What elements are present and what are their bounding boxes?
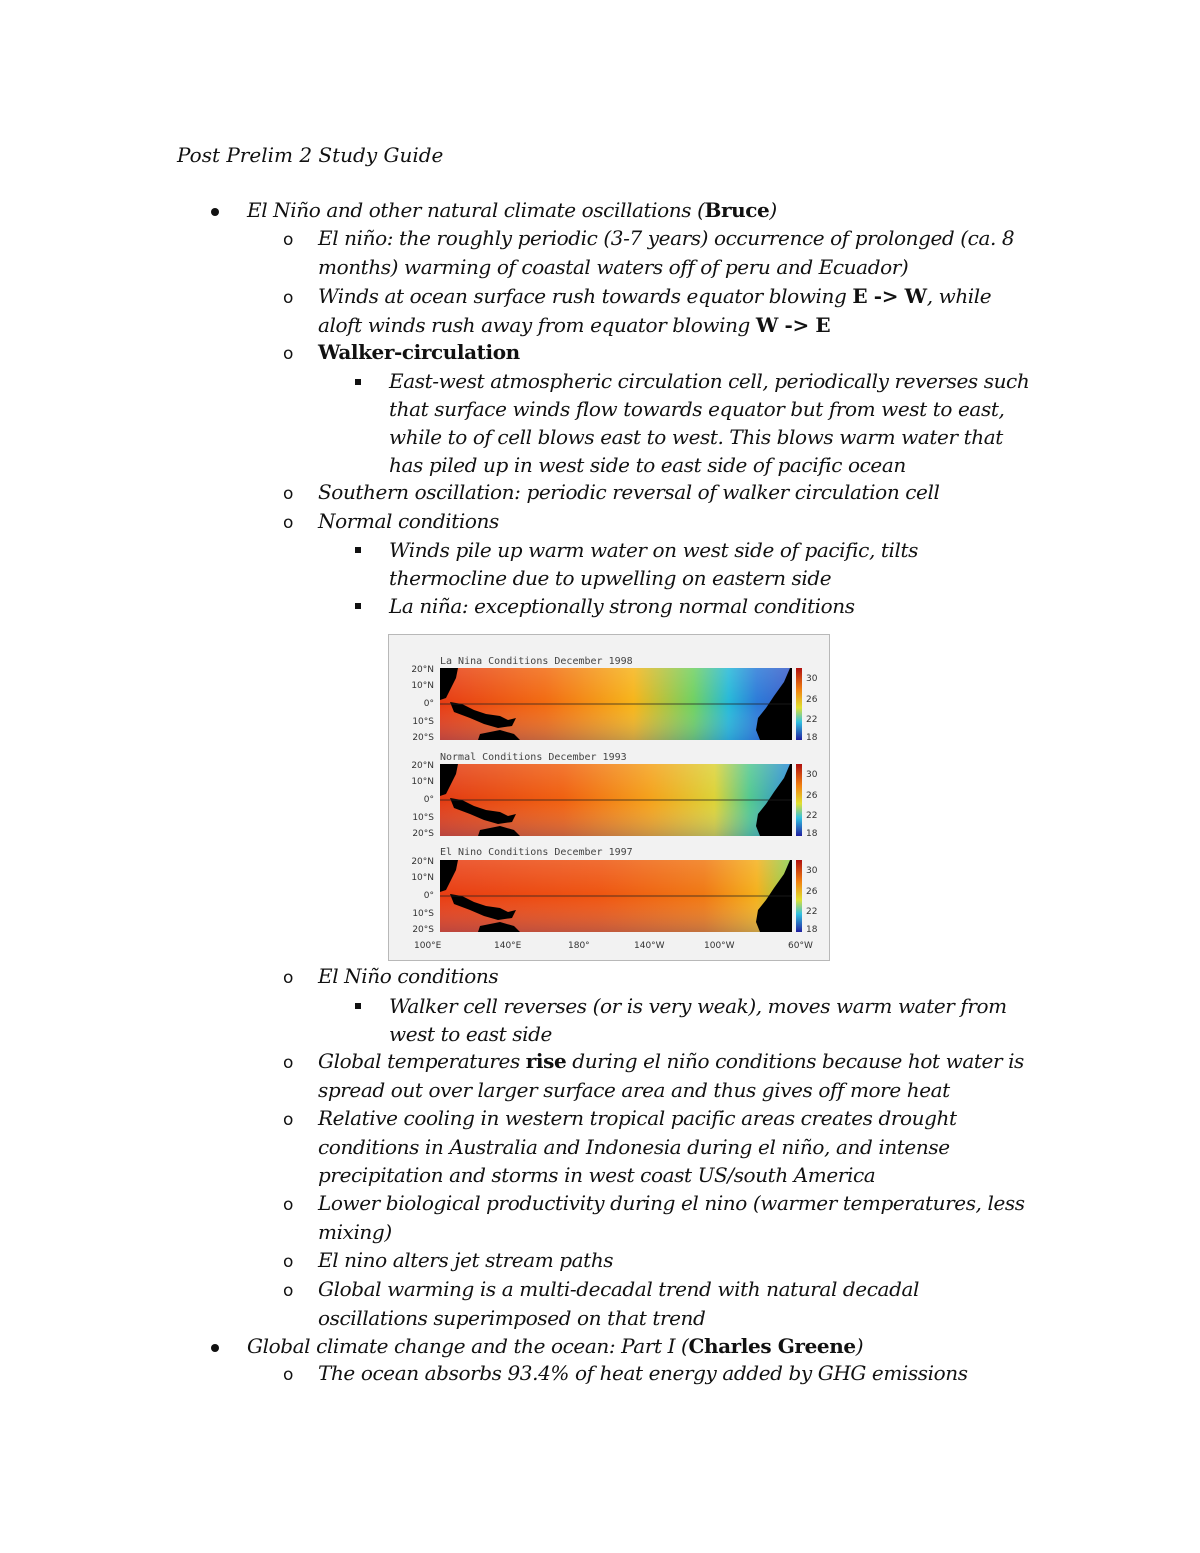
subitem-walker-3: while to of cell blows east to west. This blows warm water that <box>389 425 1003 449</box>
subitem-normal-2: thermocline due to upwelling on eastern side <box>389 566 832 590</box>
colorbar-label: 22 <box>806 811 818 821</box>
item-el-nino-definition-1: El niño: the roughly periodic (3-7 years) occurrence of prolonged (ca. 8 <box>318 226 1015 250</box>
sub-bullet-o: o <box>283 1053 294 1073</box>
item-global-temperatures-1: Global temperatures rise during el niño conditions because hot water is <box>318 1049 1024 1073</box>
item-global-temperatures-2: spread out over larger surface area and thus gives off more heat <box>318 1078 950 1102</box>
subitem-walker-2: that surface winds flow towards equator but from west to east, <box>389 397 1005 421</box>
sub-bullet-o: o <box>283 1365 294 1385</box>
lat-label: 0° <box>423 699 434 709</box>
colorbar <box>796 860 802 932</box>
lon-label: 100°E <box>414 941 442 951</box>
lat-label: 10°N <box>411 681 434 691</box>
lat-label: 20°S <box>412 733 434 743</box>
section-heading-el-nino: El Niño and other natural climate oscillations (Bruce) <box>247 198 777 222</box>
sub-bullet-o: o <box>283 1195 294 1215</box>
lat-label: 10°N <box>411 873 434 883</box>
lon-label: 140°E <box>494 941 522 951</box>
sub-bullet-o: o <box>283 1281 294 1301</box>
lat-label: 0° <box>423 795 434 805</box>
lat-label: 0° <box>423 891 434 901</box>
colorbar-label: 18 <box>806 829 818 839</box>
lon-label: 180° <box>568 941 590 951</box>
lat-label: 10°S <box>412 909 434 919</box>
sub-bullet-square <box>355 603 361 609</box>
item-ocean-absorbs: The ocean absorbs 93.4% of heat energy added by GHG emissions <box>318 1361 968 1385</box>
colorbar-label: 18 <box>806 733 818 743</box>
colorbar-label: 26 <box>806 887 818 897</box>
sub-bullet-o: o <box>283 1110 294 1130</box>
lat-label: 20°N <box>411 665 434 675</box>
item-relative-cooling-3: precipitation and storms in west coast US/south America <box>318 1163 876 1187</box>
sub-bullet-o: o <box>283 1252 294 1272</box>
colorbar-label: 30 <box>806 674 818 684</box>
item-jet-stream: El nino alters jet stream paths <box>318 1248 614 1272</box>
sst-conditions-figure <box>388 634 830 961</box>
panel-title-la-nina: La Nina Conditions December 1998 <box>440 656 633 667</box>
bullet-dot <box>211 1344 219 1352</box>
item-relative-cooling-2: conditions in Australia and Indonesia during el niño, and intense <box>318 1135 950 1159</box>
sub-bullet-square <box>355 547 361 553</box>
section-heading-climate-change: Global climate change and the ocean: Part I (Charles Greene) <box>247 1334 864 1358</box>
item-lower-productivity-1: Lower biological productivity during el nino (warmer temperatures, less <box>318 1191 1025 1215</box>
lat-label: 20°N <box>411 857 434 867</box>
subitem-walker-reverses-1: Walker cell reverses (or is very weak), moves warm water from <box>389 994 1007 1018</box>
colorbar-label: 26 <box>806 791 818 801</box>
lat-label: 10°N <box>411 777 434 787</box>
sub-bullet-o: o <box>283 968 294 988</box>
subitem-walker-1: East-west atmospheric circulation cell, periodically reverses such <box>389 369 1030 393</box>
subitem-la-nina: La niña: exceptionally strong normal conditions <box>389 594 855 618</box>
item-winds-1: Winds at ocean surface rush towards equator blowing E -> W, while <box>318 284 992 308</box>
panel-title-normal: Normal Conditions December 1993 <box>440 752 627 763</box>
colorbar-label: 30 <box>806 770 818 780</box>
item-southern-oscillation: Southern oscillation: periodic reversal of walker circulation cell <box>318 480 940 504</box>
colorbar-label: 22 <box>806 715 818 725</box>
lat-label: 10°S <box>412 717 434 727</box>
colorbar-label: 22 <box>806 907 818 917</box>
sub-bullet-square <box>355 1003 361 1009</box>
lon-label: 60°W <box>788 941 813 951</box>
lat-label: 10°S <box>412 813 434 823</box>
panel-title-el-nino: El Nino Conditions December 1997 <box>440 847 633 858</box>
bullet-dot <box>211 208 219 216</box>
item-el-nino-definition-2: months) warming of coastal waters off of peru and Ecuador) <box>318 255 909 279</box>
colorbar <box>796 668 802 740</box>
subitem-normal-1: Winds pile up warm water on west side of pacific, tilts <box>389 538 919 562</box>
item-lower-productivity-2: mixing) <box>318 1220 392 1244</box>
lon-label: 140°W <box>634 941 665 951</box>
item-el-nino-conditions: El Niño conditions <box>318 964 499 988</box>
sub-bullet-square <box>355 379 361 385</box>
item-global-warming-1: Global warming is a multi-decadal trend with natural decadal <box>318 1277 919 1301</box>
item-relative-cooling-1: Relative cooling in western tropical pacific areas creates drought <box>318 1106 957 1130</box>
colorbar-label: 26 <box>806 695 818 705</box>
subitem-walker-reverses-2: west to east side <box>389 1022 552 1046</box>
sub-bullet-o: o <box>283 288 294 308</box>
lat-label: 20°S <box>412 925 434 935</box>
sub-bullet-o: o <box>283 230 294 250</box>
item-walker-circulation: Walker-circulation <box>318 340 520 364</box>
lon-label: 100°W <box>704 941 735 951</box>
page-title: Post Prelim 2 Study Guide <box>177 143 444 167</box>
lat-label: 20°S <box>412 829 434 839</box>
item-normal-conditions: Normal conditions <box>318 509 499 533</box>
colorbar-label: 30 <box>806 866 818 876</box>
colorbar-label: 18 <box>806 925 818 935</box>
lat-label: 20°N <box>411 761 434 771</box>
sub-bullet-o: o <box>283 513 294 533</box>
item-winds-2: aloft winds rush away from equator blowing W -> E <box>318 313 831 337</box>
sub-bullet-o: o <box>283 344 294 364</box>
subitem-walker-4: has piled up in west side to east side of pacific ocean <box>389 453 906 477</box>
colorbar <box>796 764 802 836</box>
sub-bullet-o: o <box>283 484 294 504</box>
item-global-warming-2: oscillations superimposed on that trend <box>318 1306 706 1330</box>
